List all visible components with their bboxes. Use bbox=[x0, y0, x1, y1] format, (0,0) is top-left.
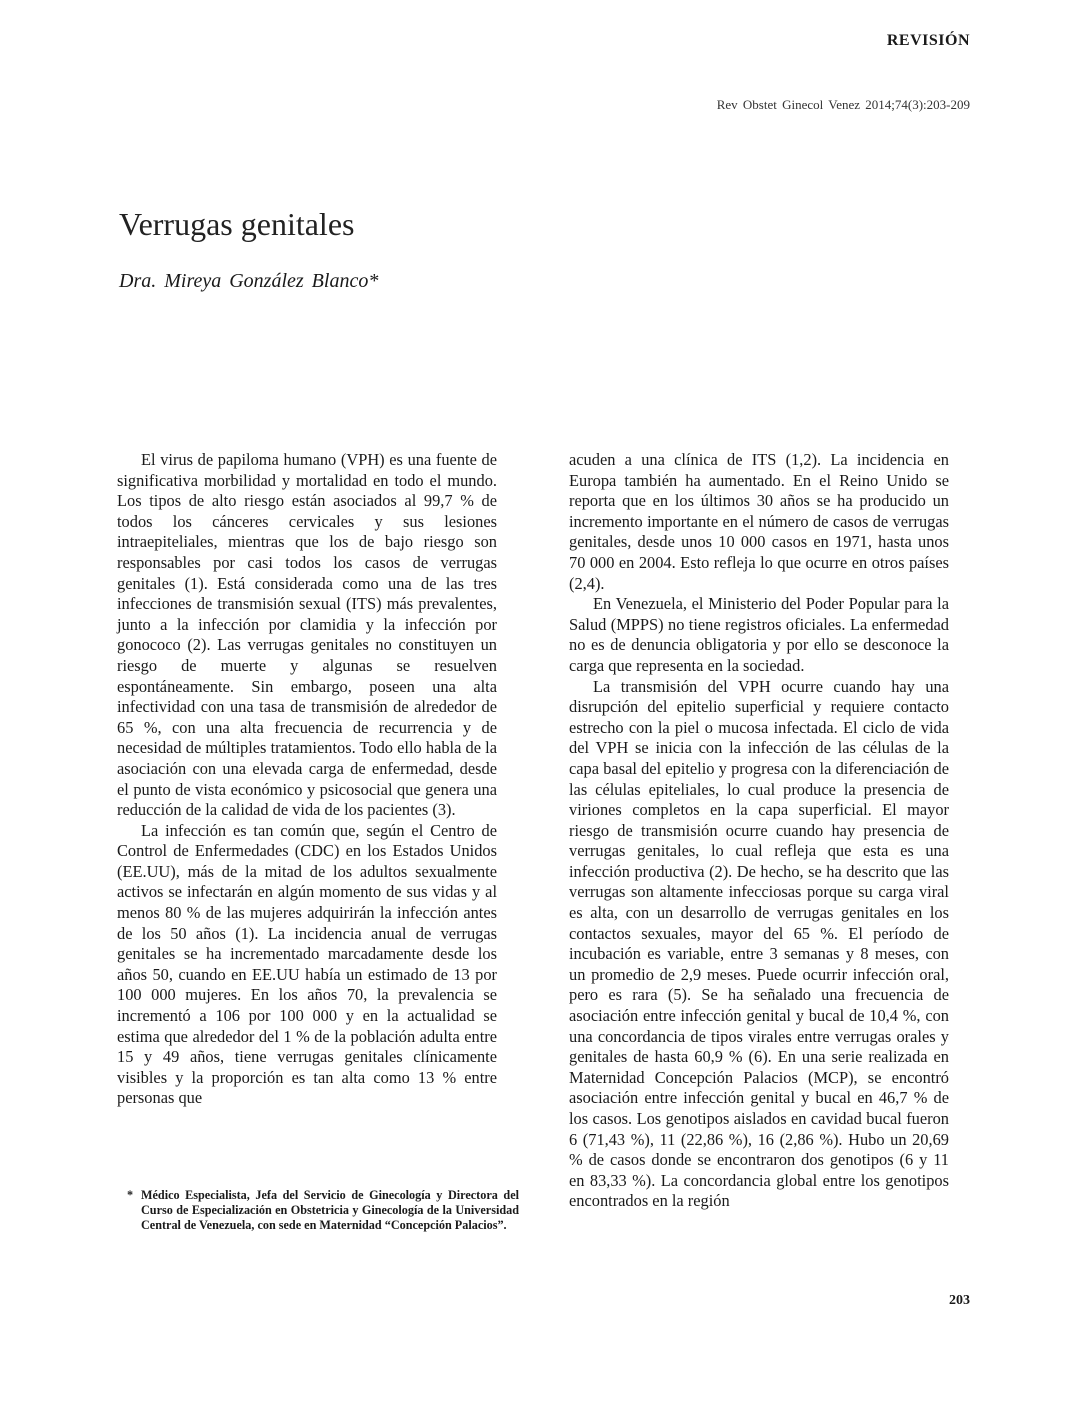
left-column bbox=[117, 450, 497, 1109]
paragraph: La transmisión del VPH ocurre cuando hay una disrupción del epitelio superficial y requiere contacto estrecho con la piel o mucosa infectada. El ciclo de vida del VPH se inicia con la infección de las células de la capa basal del epitelio y progresa con la diferenciación de las células epiteliales, lo cual produce la presencia de viriones completos en la capa superficial. El mayor riesgo de transmisión ocurre cuando hay presencia de verrugas genitales, lo cual refleja que esta es una infección productiva (2). De hecho, se ha descrito que las verrugas son altamente infecciosas porque su carga viral es alta, con un desarrollo de verrugas genitales en los contactos sexuales, mayor del 65 %. El período de incubación es variable, entre 3 semanas y 8 meses, con un promedio de 2,9 meses. Puede ocurrir infección oral, pero es rara (5). Se ha señalado una frecuencia de asociación entre infección genital y bucal de 10,4 %, con una concordancia de tipos virales entre verrugas orales y genitales de hasta 60,9 % (6). En una serie realizada en Maternidad Concepción Palacios (MCP), se encontró asociación entre infección genital y bucal en 46,7 % de los casos. Los genotipos aislados en cavidad bucal fueron 6 (71,43 %), 11 (22,86 %), 16 (2,86 %). Hubo un 20,69 % de casos donde se encontraron dos genotipos (6 y 11 en 83,33 %). La concordancia global entre los genotipos encontrados en la región bbox=[569, 676, 949, 1211]
article-author: Dra. Mireya González Blanco* bbox=[119, 270, 379, 292]
footnote-text: Médico Especialista, Jefa del Servicio de Ginecología y Directora del Curso de Especialización en Obstetricia y Ginecología de la Universidad Central de Venezuela, con sede en Maternidad “Concepción Palacios”. bbox=[141, 1188, 519, 1233]
paragraph: En Venezuela, el Ministerio del Poder Popular para la Salud (MPPS) no tiene registros oficiales. La enfermedad no es de denuncia obligatoria y por ello se desconoce la carga que representa en la sociedad. bbox=[569, 594, 949, 675]
journal-citation: Rev Obstet Ginecol Venez 2014;74(3):203-209 bbox=[716, 97, 970, 112]
paragraph: El virus de papiloma humano (VPH) es una fuente de significativa morbilidad y mortalidad en todo el mundo. Los tipos de alto riesgo están asociados al 99,7 % de todos los cánceres cervicales y sus lesiones intraepiteliales, mientras que los de bajo riesgo son responsables por casi todos los casos de verrugas genitales (1). Está considerada como una de las tres infecciones de transmisión sexual (ITS) más prevalentes, junto a la infección por clamidia y la infección por gonococo (2). Las verrugas genitales no constituyen un riesgo de muerte y algunas se resuelven espontáneamente. Sin embargo, poseen una alta infectividad con una tasa de transmisión de alrededor de 65 %, con una alta frecuencia de recurrencia y de necesidad de múltiples tratamientos. Todo ello habla de la asociación con una elevada carga de enfermedad, desde el punto de vista económico y psicosocial que genera una reducción de la calidad de vida de los pacientes (3). bbox=[117, 450, 497, 820]
paragraph-continuation: acuden a una clínica de ITS (1,2). La incidencia en Europa también ha aumentado. En el Reino Unido se reporta que en los últimos 30 años se ha producido un incremento importante en el número de casos de verrugas genitales, desde unos 10 000 casos en 1971, hasta unos 70 000 en 2004. Esto refleja lo que ocurre en otros países (2,4). bbox=[569, 450, 949, 593]
right-column bbox=[569, 450, 949, 1212]
page-number: 203 bbox=[949, 1293, 970, 1308]
paragraph: La infección es tan común que, según el Centro de Control de Enfermedades (CDC) en los Estados Unidos (EE.UU), más de la mitad de los adultos sexualmente activos se infectarán en algún momento de sus vidas y al menos 80 % de las mujeres adquirirán la infección antes de los 50 años (1). La incidencia anual de verrugas genitales se ha incrementado marcadamente desde los años 50, cuando en EE.UU había un estimado de 13 por 100 000 mujeres. En los años 70, la prevalencia se incrementó a 106 por 100 000 y en la actualidad se estima que alrededor del 1 % de la población adulta entre 15 y 49 años, tiene verrugas genitales clínicamente visibles y la proporción es tan alta como 13 % entre personas que bbox=[117, 820, 497, 1108]
section-label: REVISIÓN bbox=[886, 32, 970, 49]
article-title: Verrugas genitales bbox=[119, 206, 355, 242]
footnote-marker: * bbox=[127, 1188, 134, 1202]
author-footnote bbox=[127, 1188, 519, 1234]
